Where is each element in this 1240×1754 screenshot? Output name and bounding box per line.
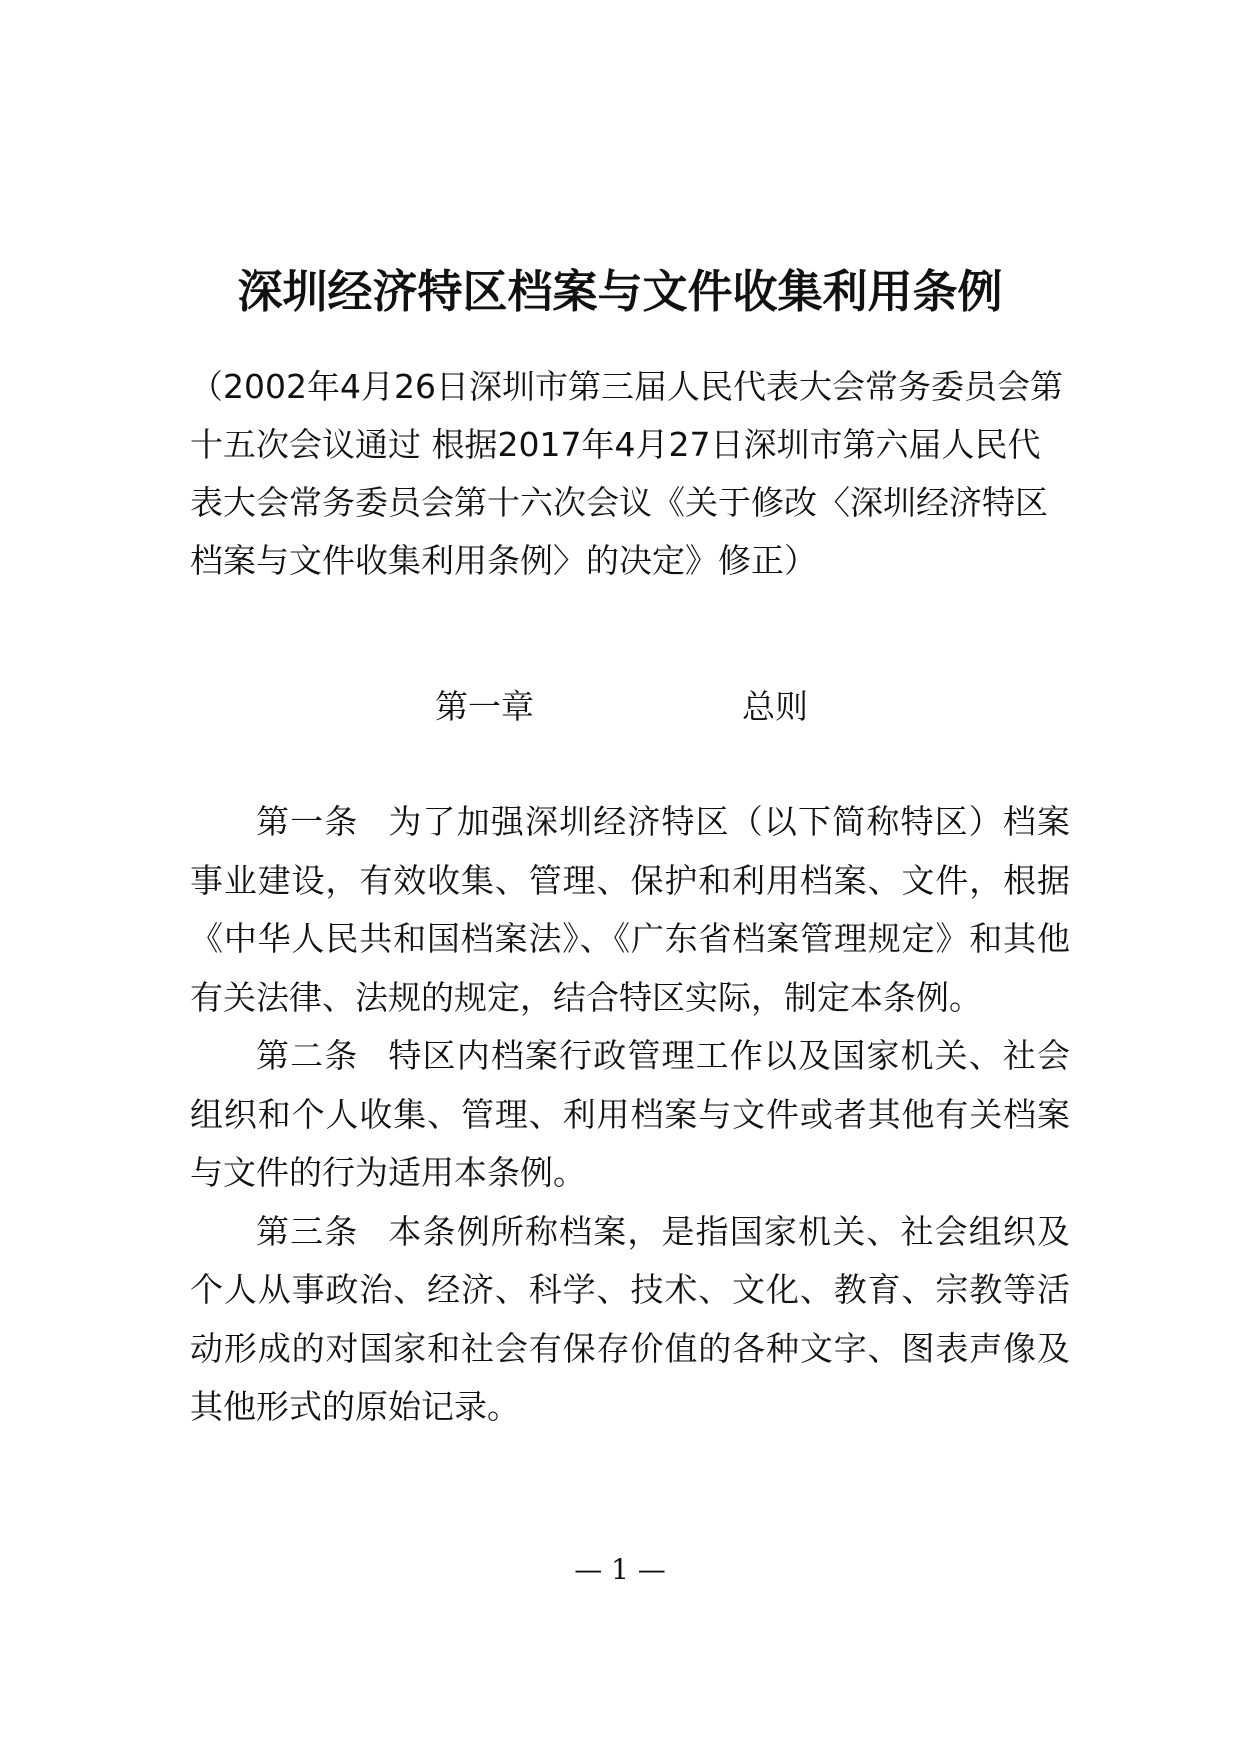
article-number: 第三条 bbox=[256, 1211, 359, 1251]
article-text: 本条例所称档案，是指国家机关、社会组织及个人从事政治、经济、科学、技术、文化、教育、宗教等活动形成的对国家和社会有保存价值的各种文字、图表声像及其他形式的原始记录。 bbox=[190, 1211, 1071, 1426]
article-text: 特区内档案行政管理工作以及国家机关、社会组织和个人收集、管理、利用档案与文件或者其他有关档案与文件的行为适用本条例。 bbox=[190, 1036, 1071, 1192]
article-2 bbox=[190, 1027, 1070, 1203]
article-3 bbox=[190, 1203, 1070, 1437]
article-number: 第二条 bbox=[256, 1036, 359, 1075]
document-title: 深圳经济特区档案与文件收集利用条例 bbox=[237, 265, 1003, 318]
article-1 bbox=[190, 793, 1070, 1027]
document-body bbox=[190, 793, 1070, 1437]
article-text: 为了加强深圳经济特区（以下简称特区）档案事业建设，有效收集、管理、保护和利用档案、文件，根据《中华人民共和国档案法》、《广东省档案管理规定》和其他有关法律、法规的规定，结合特区实际，制定本条例。 bbox=[190, 802, 1071, 1017]
chapter-name: 总则 bbox=[742, 687, 808, 726]
page-number: — 1 — bbox=[574, 1553, 666, 1586]
document-subtitle: （2002年4月26日深圳市第三届人民代表大会常务委员会第十五次会议通过 根据2017年4月27日深圳市第六届人民代表大会常务委员会第十六次会议《关于修改〈深圳经济特区档案与文件收集利用条例〉的决定》修正） bbox=[190, 367, 1063, 580]
chapter-number: 第一章 bbox=[435, 687, 534, 726]
chapter-heading bbox=[0, 682, 1240, 732]
article-number: 第一条 bbox=[256, 802, 359, 841]
